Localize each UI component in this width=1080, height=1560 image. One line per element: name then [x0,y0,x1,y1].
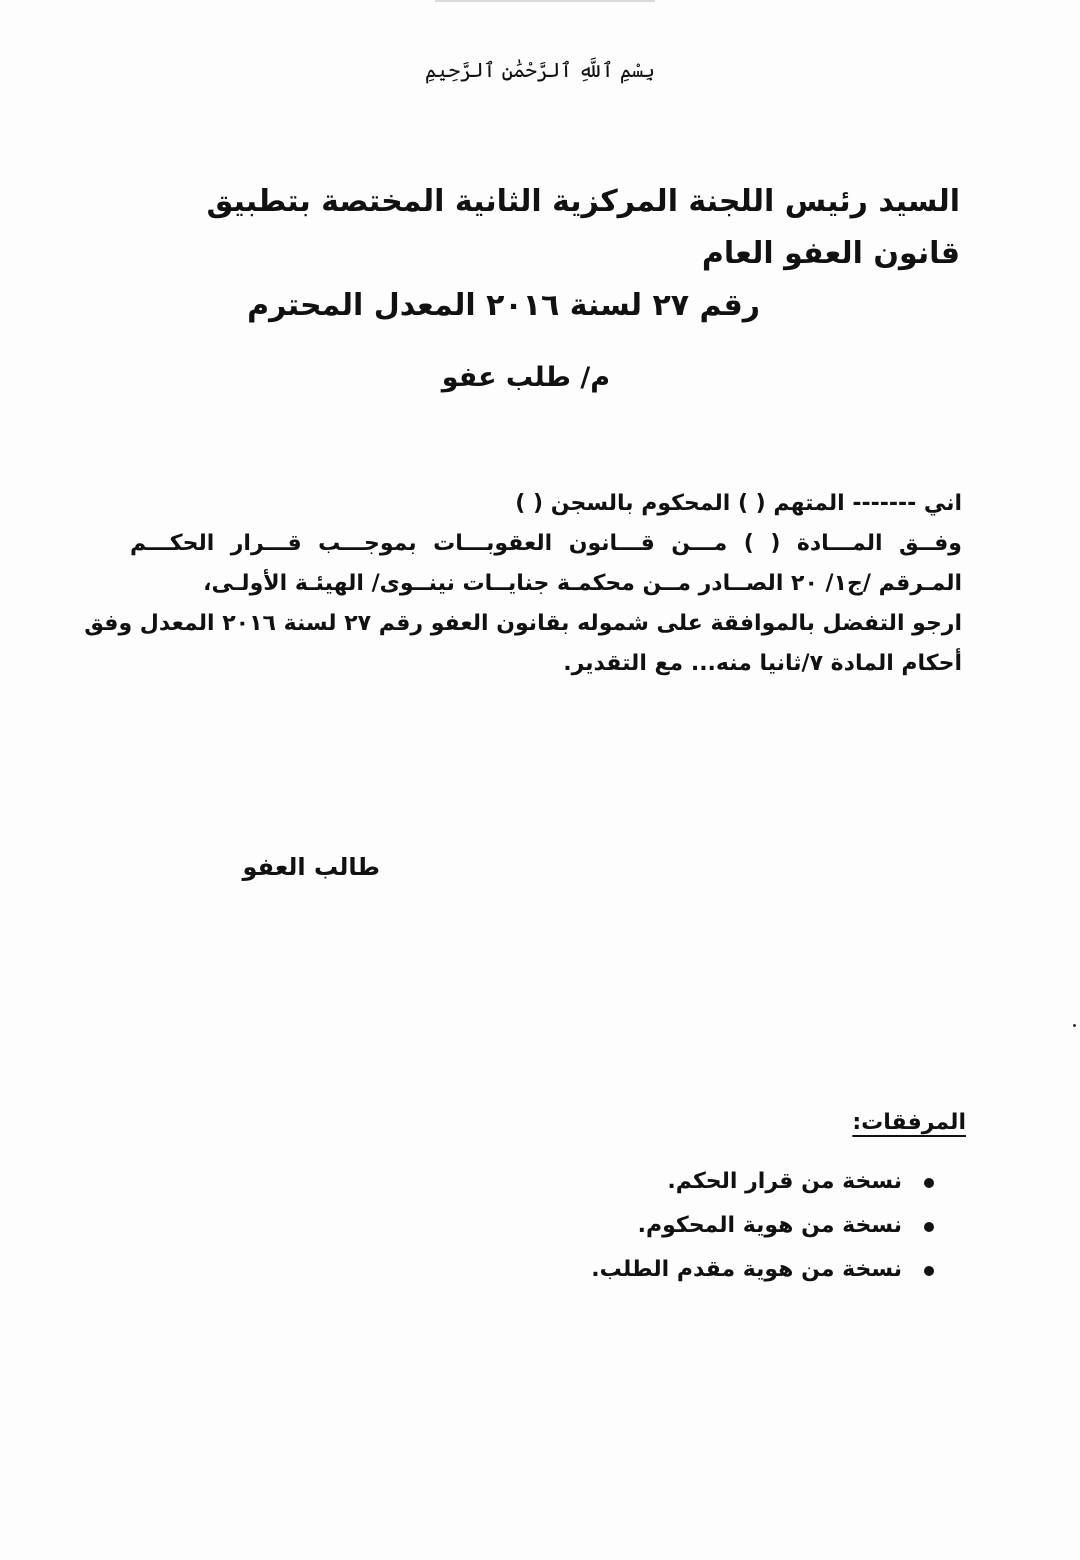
body-line-1: اني ------- المتهم ( ) المحكوم بالسجن ( ) [515,491,962,516]
attachment-text: نسخة من هوية المحكوم. [637,1213,902,1238]
subject-line: م/ طلب عفو [441,362,610,393]
attachments-list [560,1160,940,1292]
basmala: بِسْمِ ٱللَّهِ ٱلرَّحْمَٰنِ ٱلرَّحِيمِ [424,58,655,82]
addressee-line-2: رقم ٢٧ لسنة ٢٠١٦ المعدل المحترم [247,288,760,323]
bullet-icon [924,1222,934,1232]
attachment-text: نسخة من قرار الحكم. [667,1169,902,1194]
list-item [560,1160,940,1204]
scan-speck [1073,1024,1076,1027]
bullet-icon [924,1266,934,1276]
signature-label: طالب العفو [242,853,380,881]
body-line-3: المـرقم /ج١/ ٢٠ الصــادر مــن محكمـة جنايــات نينــوى/ الهيئـة الأولـى، [203,571,962,596]
attachments-title: المرفقات: [852,1110,966,1135]
attachment-text: نسخة من هوية مقدم الطلب. [591,1257,902,1282]
addressee [110,176,960,332]
top-edge-line [435,0,655,2]
body-line-4: ارجو التفضل بالموافقة على شموله بقانون العفو رقم ٢٧ لسنة ٢٠١٦ المعدل وفق [84,611,962,636]
list-item [560,1248,940,1292]
body-line-5: أحكام المادة ٧/ثانيا منه... مع التقدير. [563,651,962,676]
bullet-icon [924,1178,934,1188]
list-item [560,1204,940,1248]
addressee-line-1: السيد رئيس اللجنة المركزية الثانية المختصة بتطبيق قانون العفو العام [206,184,960,271]
body-line-2: وفــق المـــادة ( ) مـــن قـــانون العقوبـــات بموجـــب قـــرار الحكـــم [130,531,962,556]
